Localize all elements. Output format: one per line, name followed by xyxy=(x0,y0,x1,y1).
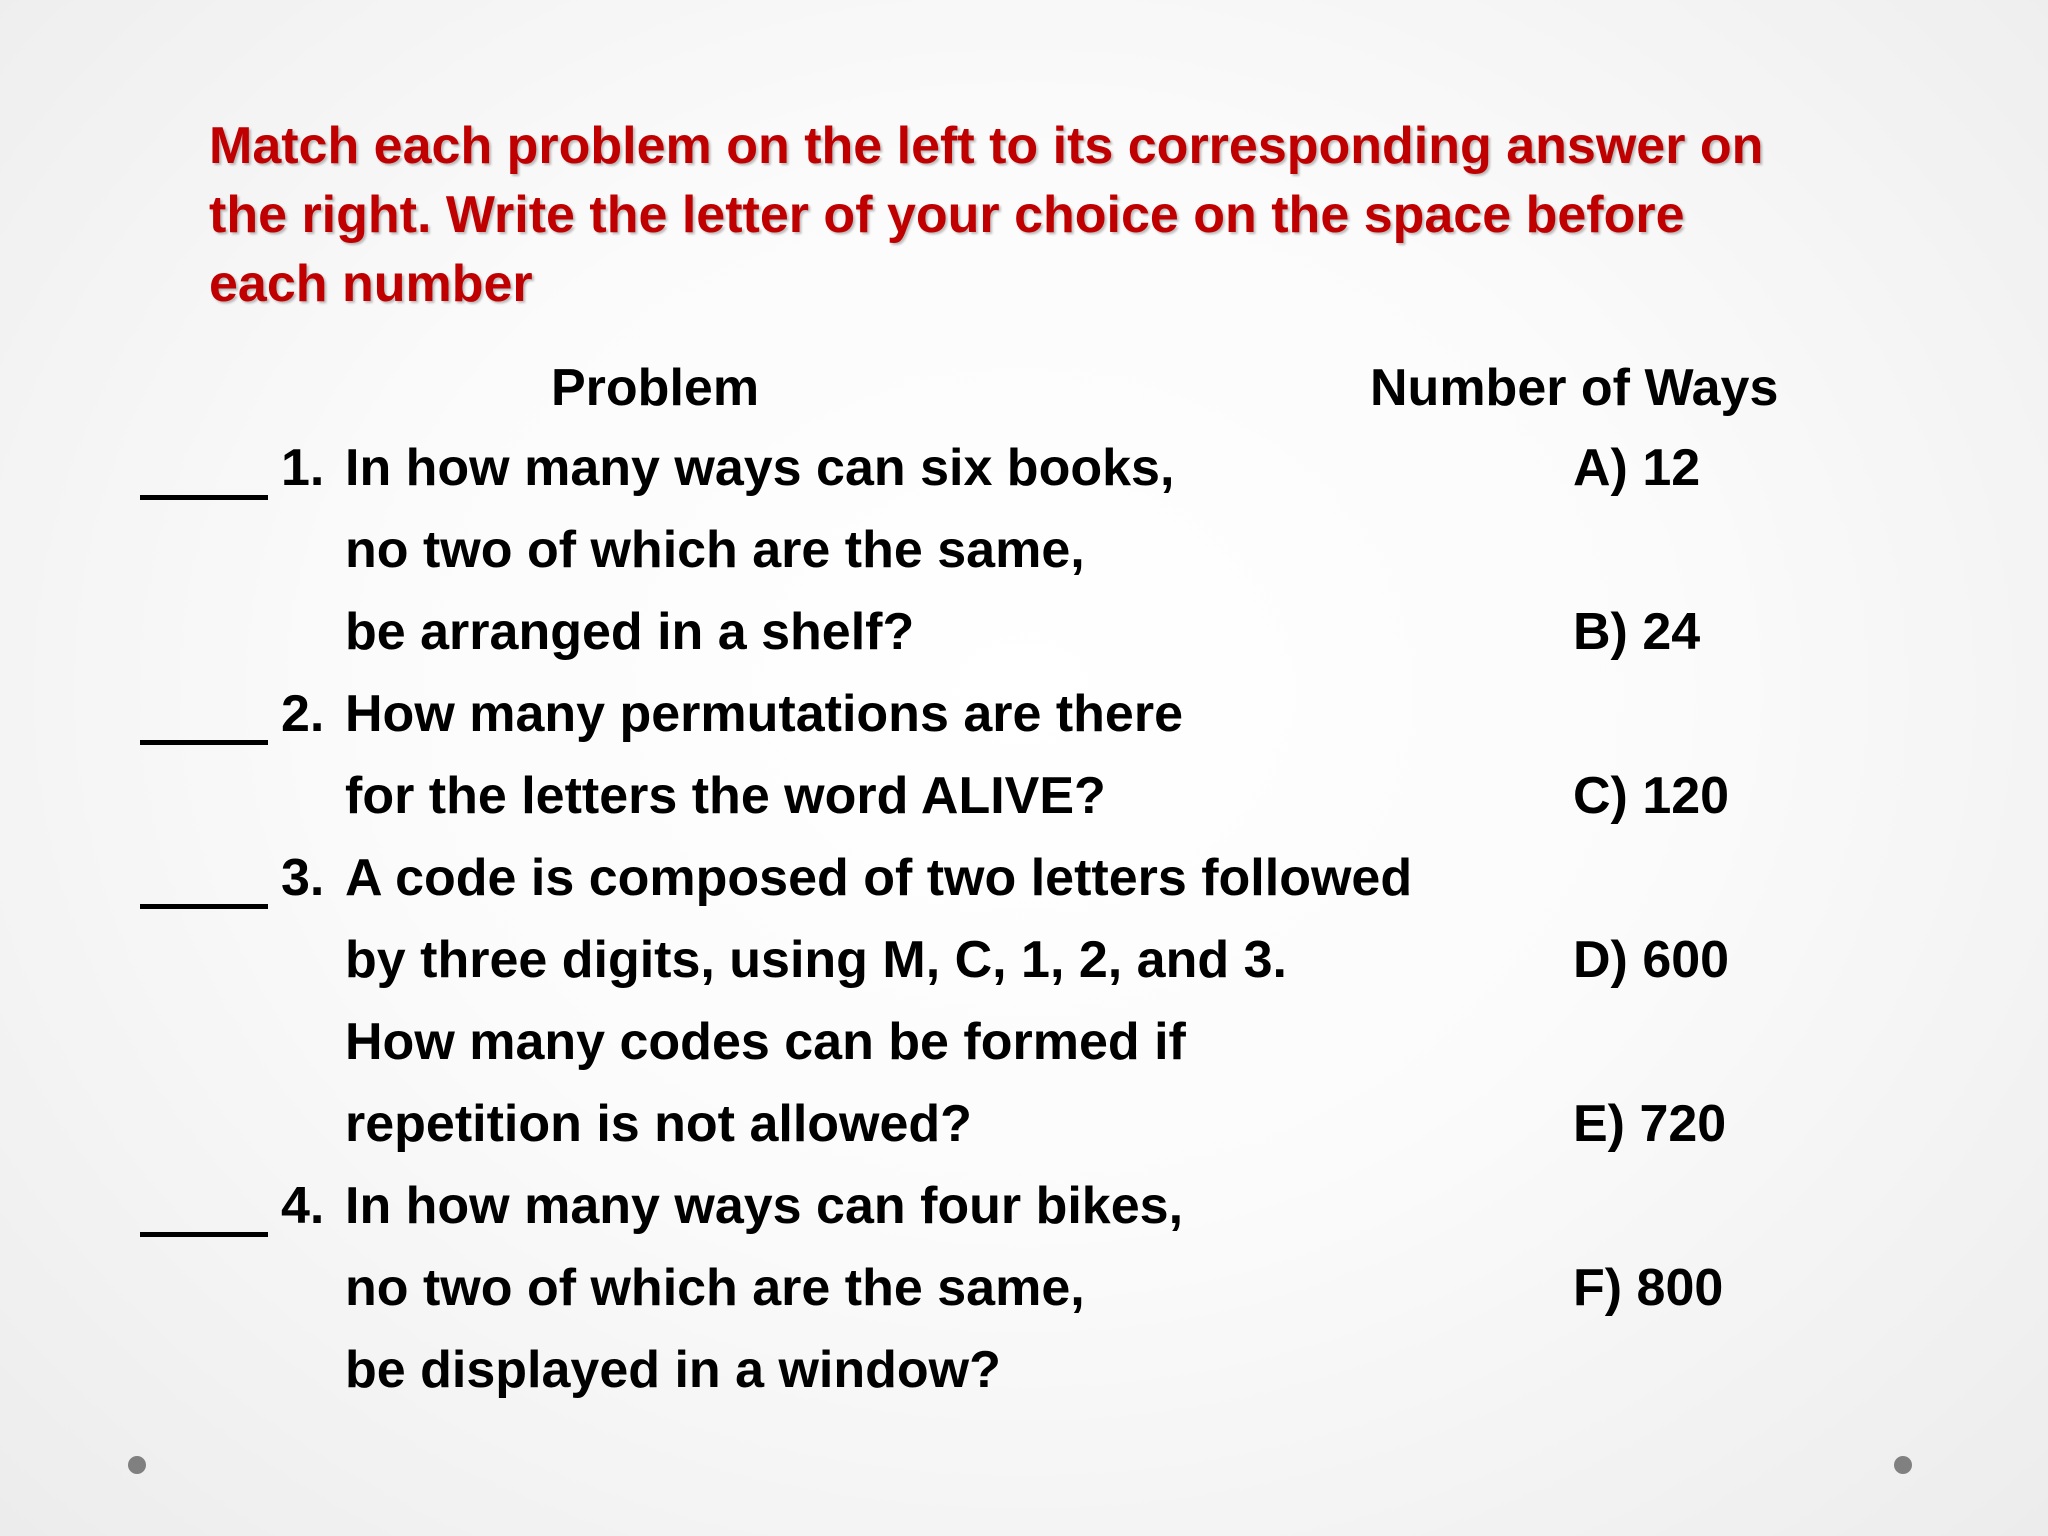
answer-option-b: B) 24 xyxy=(1573,603,1701,661)
problem-2-line-2: for the letters the word ALIVE? xyxy=(345,767,1106,825)
instructions-text: Match each problem on the left to its corresponding answer on the right. Write the letter of your choice on the space before each number xyxy=(209,117,1764,313)
problem-3-line-4: repetition is not allowed? xyxy=(345,1095,972,1153)
answer-blank-2[interactable] xyxy=(140,740,268,745)
answer-blank-4[interactable] xyxy=(140,1232,268,1237)
problem-1-line-3: be arranged in a shelf? xyxy=(345,603,915,661)
problem-3-number: 3. xyxy=(281,849,325,907)
problem-3-line-3: How many codes can be formed if xyxy=(345,1013,1186,1071)
problem-3-line-1: A code is composed of two letters followed xyxy=(345,849,1413,907)
answer-blank-3[interactable] xyxy=(140,904,268,909)
decorative-dot-left xyxy=(128,1456,146,1474)
problem-column-header: Problem xyxy=(551,359,760,417)
problem-4-line-3: be displayed in a window? xyxy=(345,1341,1001,1399)
problem-4-line-1: In how many ways can four bikes, xyxy=(345,1177,1184,1235)
problem-3-line-2: by three digits, using M, C, 1, 2, and 3. xyxy=(345,931,1287,989)
problem-4-number: 4. xyxy=(281,1177,325,1235)
problem-1-number: 1. xyxy=(281,439,325,497)
answer-option-c: C) 120 xyxy=(1573,767,1730,825)
problem-2-line-1: How many permutations are there xyxy=(345,685,1183,743)
number-of-ways-column-header: Number of Ways xyxy=(1370,359,1779,417)
problem-1-line-1: In how many ways can six books, xyxy=(345,439,1175,497)
answer-option-f: F) 800 xyxy=(1573,1259,1724,1317)
problem-4-line-2: no two of which are the same, xyxy=(345,1259,1085,1317)
problem-1-line-2: no two of which are the same, xyxy=(345,521,1085,579)
answer-option-e: E) 720 xyxy=(1573,1095,1727,1153)
problem-2-number: 2. xyxy=(281,685,325,743)
answer-option-d: D) 600 xyxy=(1573,931,1730,989)
answer-option-a: A) 12 xyxy=(1573,439,1701,497)
decorative-dot-right xyxy=(1894,1456,1912,1474)
answer-blank-1[interactable] xyxy=(140,495,268,500)
